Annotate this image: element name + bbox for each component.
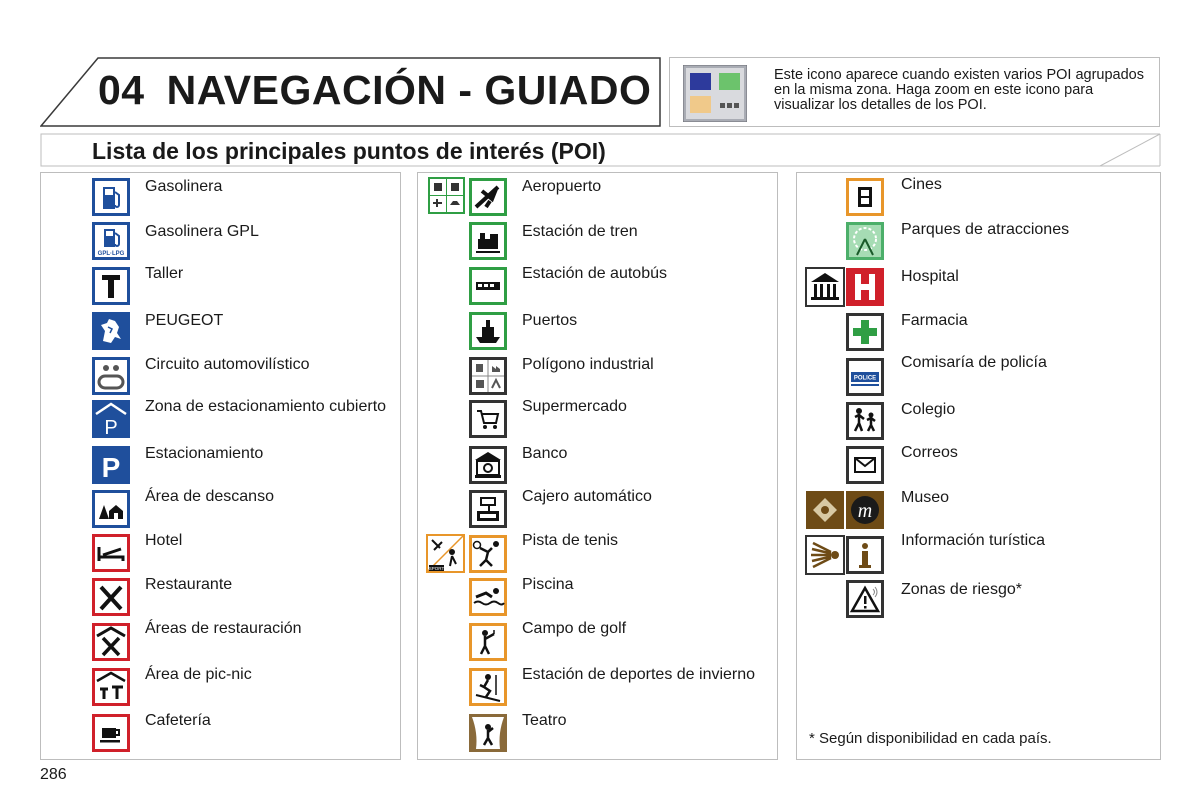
envelope-icon [845, 445, 885, 485]
grouped-poi-description: Este icono aparece cuando existen varios POI agrupados en la misma zona. Haga zoom en este icono para visualizar los detalles de los POI. [774, 67, 1144, 113]
fork-knife-icon [91, 577, 131, 617]
bed-icon [91, 533, 131, 573]
poi-label: Hotel [145, 532, 183, 549]
industrial-zone-icon [468, 356, 508, 396]
poi-label: Estación de tren [522, 223, 638, 240]
tennis-icon [468, 534, 508, 574]
theater-icon [468, 713, 508, 753]
poi-label: Correos [901, 444, 958, 461]
police-icon [845, 357, 885, 397]
ski-icon [468, 667, 508, 707]
warning-triangle-icon [845, 579, 885, 619]
poi-label: Zona de estacionamiento cubierto [145, 398, 387, 415]
coffee-cup-icon [91, 713, 131, 753]
transport-group-icon [428, 177, 465, 214]
fuel-pump-icon [91, 177, 131, 217]
svg-text:POLICE: POLICE [853, 375, 877, 382]
poi-column-1 [40, 172, 401, 760]
svg-text:SPORT: SPORT [428, 566, 445, 571]
chapter-title [98, 67, 651, 114]
section-title: Lista de los principales puntos de interés (POI) [92, 138, 606, 164]
public-building-group-icon [805, 267, 845, 307]
wrench-icon [91, 266, 131, 306]
chapter-header [40, 57, 661, 127]
poi-label: Circuito automovilístico [145, 356, 310, 373]
ship-icon [468, 311, 508, 351]
poi-label: Piscina [522, 576, 574, 593]
atm-icon [468, 489, 508, 529]
poi-label: Área de descanso [145, 488, 274, 505]
poi-label: Cajero automático [522, 488, 652, 505]
poi-label: PEUGEOT [145, 312, 224, 329]
golf-icon [468, 622, 508, 662]
poi-label: Gasolinera [145, 178, 223, 195]
peugeot-lion-icon [91, 311, 131, 351]
poi-label: Hospital [901, 268, 959, 285]
poi-label: Campo de golf [522, 620, 627, 637]
page-number: 286 [40, 766, 67, 783]
poi-label: Supermercado [522, 398, 627, 415]
lpg-fuel-icon [91, 221, 131, 261]
poi-label: Farmacia [901, 312, 968, 329]
svg-text:P: P [101, 452, 121, 483]
poi-label: Cafetería [145, 712, 211, 729]
film-icon [845, 177, 885, 217]
tourist-info-icon [845, 535, 885, 575]
culture-group-icon [805, 490, 845, 530]
poi-column-2 [417, 172, 778, 760]
poi-label: Teatro [522, 712, 567, 729]
covered-parking-icon [91, 399, 131, 439]
sport-group-icon [426, 534, 465, 573]
airplane-icon [468, 177, 508, 217]
poi-label: Colegio [901, 401, 956, 418]
bank-icon [468, 445, 508, 485]
svg-text:P: P [104, 417, 118, 439]
chapter-name: NAVEGACIÓN - GUIADO [166, 67, 652, 113]
train-icon [468, 221, 508, 261]
poi-label: Restaurante [145, 576, 233, 593]
svg-text:GPL·LPG: GPL·LPG [97, 251, 125, 257]
picnic-table-icon [91, 667, 131, 707]
section-header [40, 133, 1161, 167]
poi-label: Estación de deportes de invierno [522, 666, 756, 683]
pharmacy-cross-icon [845, 312, 885, 352]
poi-label: Estacionamiento [145, 445, 264, 462]
poi-label: Pista de tenis [522, 532, 619, 549]
chapter-number: 04 [98, 67, 145, 113]
poi-label: Información turística [901, 532, 1046, 549]
poi-label: Taller [145, 265, 184, 282]
race-track-icon [91, 356, 131, 396]
school-children-icon [845, 401, 885, 441]
poi-label: Zonas de riesgo* [901, 581, 1022, 598]
parking-icon [91, 445, 131, 485]
tourism-group-icon [805, 535, 845, 575]
grouped-poi-icon [683, 65, 747, 122]
poi-label: Parques de atracciones [901, 221, 1070, 238]
poi-column-3 [796, 172, 1161, 760]
swimmer-icon [468, 577, 508, 617]
poi-label: Áreas de restauración [145, 620, 302, 637]
poi-label: Estación de autobús [522, 265, 667, 282]
poi-label: Comisaría de policía [901, 354, 1047, 371]
grouped-poi-note [669, 57, 1160, 127]
poi-label: Área de pic-nic [145, 666, 252, 683]
footnote: * Según disponibilidad en cada país. [809, 730, 1052, 747]
poi-label: Polígono industrial [522, 356, 654, 373]
restaurant-area-icon [91, 622, 131, 662]
poi-label: Gasolinera GPL [145, 223, 259, 240]
shopping-cart-icon [468, 399, 508, 439]
hospital-icon [845, 267, 885, 307]
ferris-wheel-icon [845, 221, 885, 261]
rest-area-icon [91, 489, 131, 529]
poi-label: Aeropuerto [522, 178, 602, 195]
svg-text:m: m [857, 500, 873, 522]
poi-label: Puertos [522, 312, 578, 329]
poi-label: Banco [522, 445, 568, 462]
museum-icon [845, 490, 885, 530]
poi-label: Museo [901, 489, 950, 506]
poi-label: Cines [901, 176, 942, 193]
bus-icon [468, 266, 508, 306]
